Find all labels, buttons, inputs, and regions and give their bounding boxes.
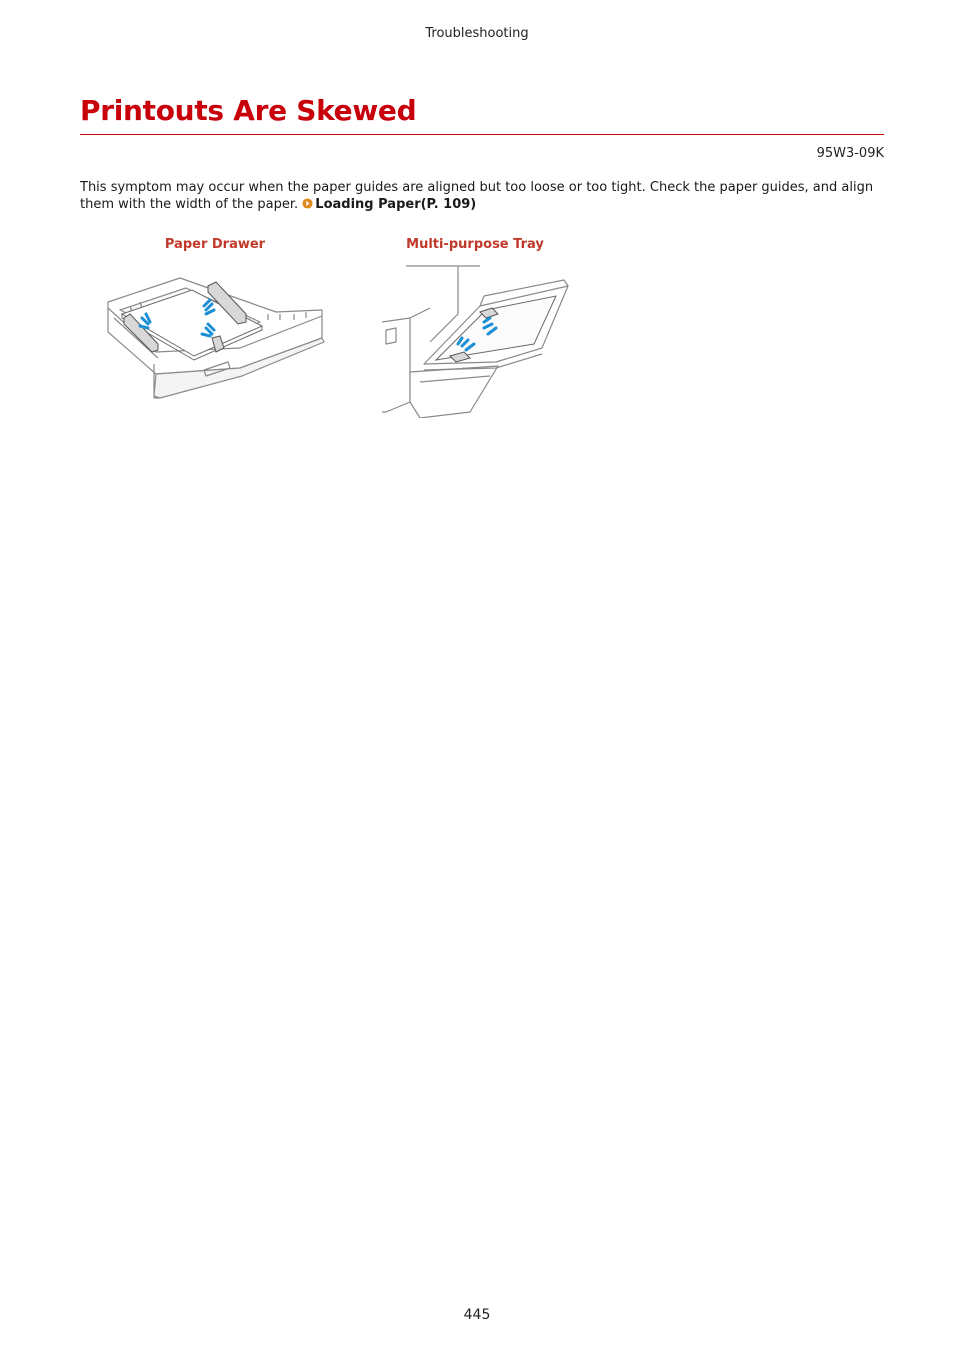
figure-multi-purpose-tray	[380, 237, 570, 422]
body-text: This symptom may occur when the paper guides are aligned but too loose or too tight. Check the paper guides, and align them with the width of the paper.	[80, 180, 874, 212]
document-id: 95W3-09K	[816, 146, 884, 161]
loading-paper-link[interactable]	[302, 197, 476, 212]
multi-purpose-tray-illustration-icon	[380, 252, 570, 418]
body-paragraph	[80, 179, 880, 213]
title-divider	[80, 134, 884, 135]
link-arrow-icon	[302, 198, 313, 209]
page-title: Printouts Are Skewed	[80, 94, 417, 127]
running-header: Troubleshooting	[425, 26, 529, 41]
loading-paper-link-label: Loading Paper(P. 109)	[315, 197, 477, 212]
figure-caption-paper-drawer: Paper Drawer	[164, 237, 266, 252]
paper-drawer-illustration-icon	[100, 252, 330, 402]
figure-caption-multi-purpose-tray: Multi-purpose Tray	[406, 237, 544, 252]
page-number: 445	[463, 1307, 491, 1323]
figure-paper-drawer	[100, 237, 330, 406]
